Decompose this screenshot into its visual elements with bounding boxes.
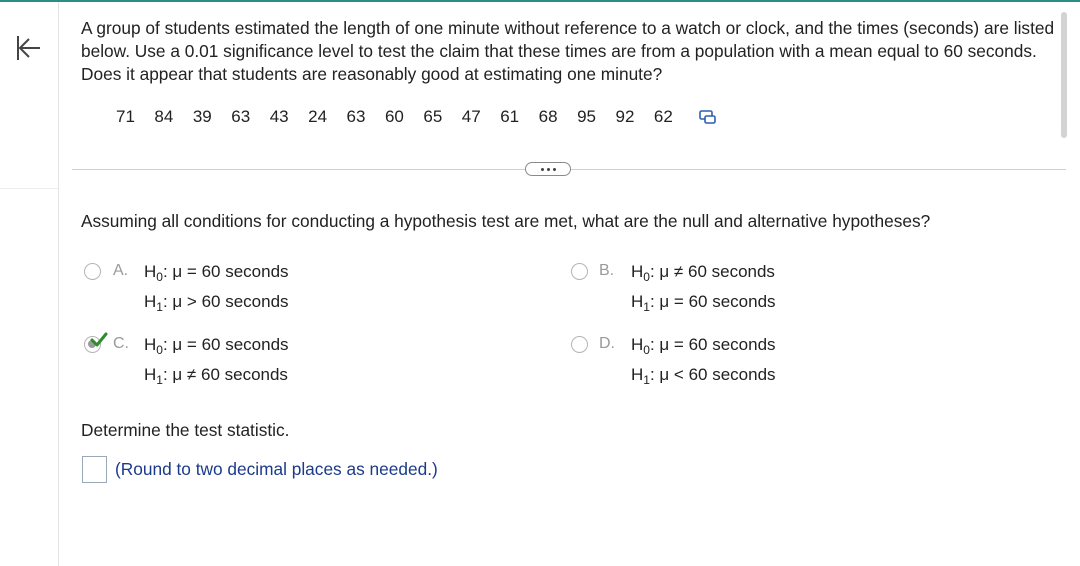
h-relation: : μ = 60 seconds bbox=[162, 262, 289, 281]
data-value: 92 bbox=[615, 107, 635, 126]
h-subscript: 1 bbox=[156, 373, 163, 387]
data-value: 63 bbox=[231, 107, 251, 126]
alternative-hypothesis bbox=[144, 292, 289, 314]
option-letter: B. bbox=[599, 262, 615, 279]
data-value: 60 bbox=[384, 107, 404, 126]
h-relation: : μ = 60 seconds bbox=[162, 335, 289, 354]
h-relation: : μ ≠ 60 seconds bbox=[162, 365, 288, 384]
h-relation: : μ > 60 seconds bbox=[162, 292, 289, 311]
option-c[interactable] bbox=[84, 335, 344, 393]
h-label: H bbox=[144, 365, 157, 384]
option-letter: D. bbox=[599, 335, 615, 352]
scrollbar-thumb[interactable] bbox=[1061, 12, 1067, 138]
data-value: 43 bbox=[269, 107, 289, 126]
data-values-row bbox=[116, 106, 718, 128]
option-d[interactable] bbox=[571, 335, 831, 393]
h-subscript: 0 bbox=[156, 343, 163, 357]
collapse-left-icon[interactable] bbox=[8, 30, 44, 66]
h-relation: : μ < 60 seconds bbox=[649, 365, 776, 384]
data-value: 65 bbox=[423, 107, 443, 126]
left-rail bbox=[0, 2, 59, 566]
data-value: 61 bbox=[500, 107, 520, 126]
option-letter: C. bbox=[113, 335, 129, 352]
data-value: 63 bbox=[346, 107, 366, 126]
h-label: H bbox=[144, 292, 157, 311]
h-subscript: 0 bbox=[643, 270, 650, 284]
null-hypothesis bbox=[631, 335, 776, 357]
copy-data-icon[interactable] bbox=[698, 107, 718, 127]
h-relation: : μ = 60 seconds bbox=[649, 335, 776, 354]
h-label: H bbox=[144, 262, 157, 281]
alternative-hypothesis bbox=[144, 365, 288, 387]
rail-separator bbox=[0, 188, 58, 189]
correct-check-icon bbox=[90, 332, 108, 348]
data-value: 68 bbox=[538, 107, 558, 126]
h-label: H bbox=[144, 335, 157, 354]
option-letter: A. bbox=[113, 262, 129, 279]
rounding-hint: (Round to two decimal places as needed.) bbox=[115, 459, 438, 479]
top-accent-rule bbox=[0, 0, 1080, 2]
alternative-hypothesis bbox=[631, 365, 776, 387]
h-relation: : μ ≠ 60 seconds bbox=[649, 262, 775, 281]
option-b[interactable] bbox=[571, 262, 831, 320]
h-subscript: 0 bbox=[643, 343, 650, 357]
data-value: 71 bbox=[116, 107, 135, 126]
h-label: H bbox=[631, 335, 644, 354]
h-relation: : μ = 60 seconds bbox=[649, 292, 776, 311]
more-dot-icon bbox=[553, 168, 556, 171]
test-statistic-input[interactable] bbox=[82, 456, 107, 483]
data-value: 62 bbox=[653, 107, 673, 126]
alternative-hypothesis bbox=[631, 292, 776, 314]
radio-a[interactable] bbox=[84, 263, 101, 280]
h-subscript: 0 bbox=[156, 270, 163, 284]
null-hypothesis bbox=[144, 262, 289, 284]
data-value: 47 bbox=[461, 107, 481, 126]
data-value: 84 bbox=[154, 107, 174, 126]
h-label: H bbox=[631, 292, 644, 311]
radio-b[interactable] bbox=[571, 263, 588, 280]
null-hypothesis bbox=[144, 335, 289, 357]
problem-statement: A group of students estimated the length of one minute without reference to a watch or clock, and the times (seconds) are listed below. Use a 0.01 significance level to test the claim that these times are from a population with a mean equal to 60 seconds. Does it appear that students are reasonably good at estimating one minute? bbox=[81, 18, 1055, 84]
h-label: H bbox=[631, 262, 644, 281]
more-dot-icon bbox=[547, 168, 550, 171]
data-value: 39 bbox=[192, 107, 212, 126]
more-dot-icon bbox=[541, 168, 544, 171]
data-value: 95 bbox=[577, 107, 596, 126]
data-value: 24 bbox=[308, 107, 328, 126]
expand-more-button[interactable] bbox=[525, 162, 571, 176]
question-text: Assuming all conditions for conducting a hypothesis test are met, what are the null and alternative hypotheses? bbox=[81, 211, 931, 231]
h-subscript: 1 bbox=[643, 373, 650, 387]
null-hypothesis bbox=[631, 262, 775, 284]
h-subscript: 1 bbox=[643, 300, 650, 314]
test-statistic-prompt: Determine the test statistic. bbox=[81, 420, 290, 440]
h-subscript: 1 bbox=[156, 300, 163, 314]
h-label: H bbox=[631, 365, 644, 384]
option-a[interactable] bbox=[84, 262, 344, 320]
radio-d[interactable] bbox=[571, 336, 588, 353]
